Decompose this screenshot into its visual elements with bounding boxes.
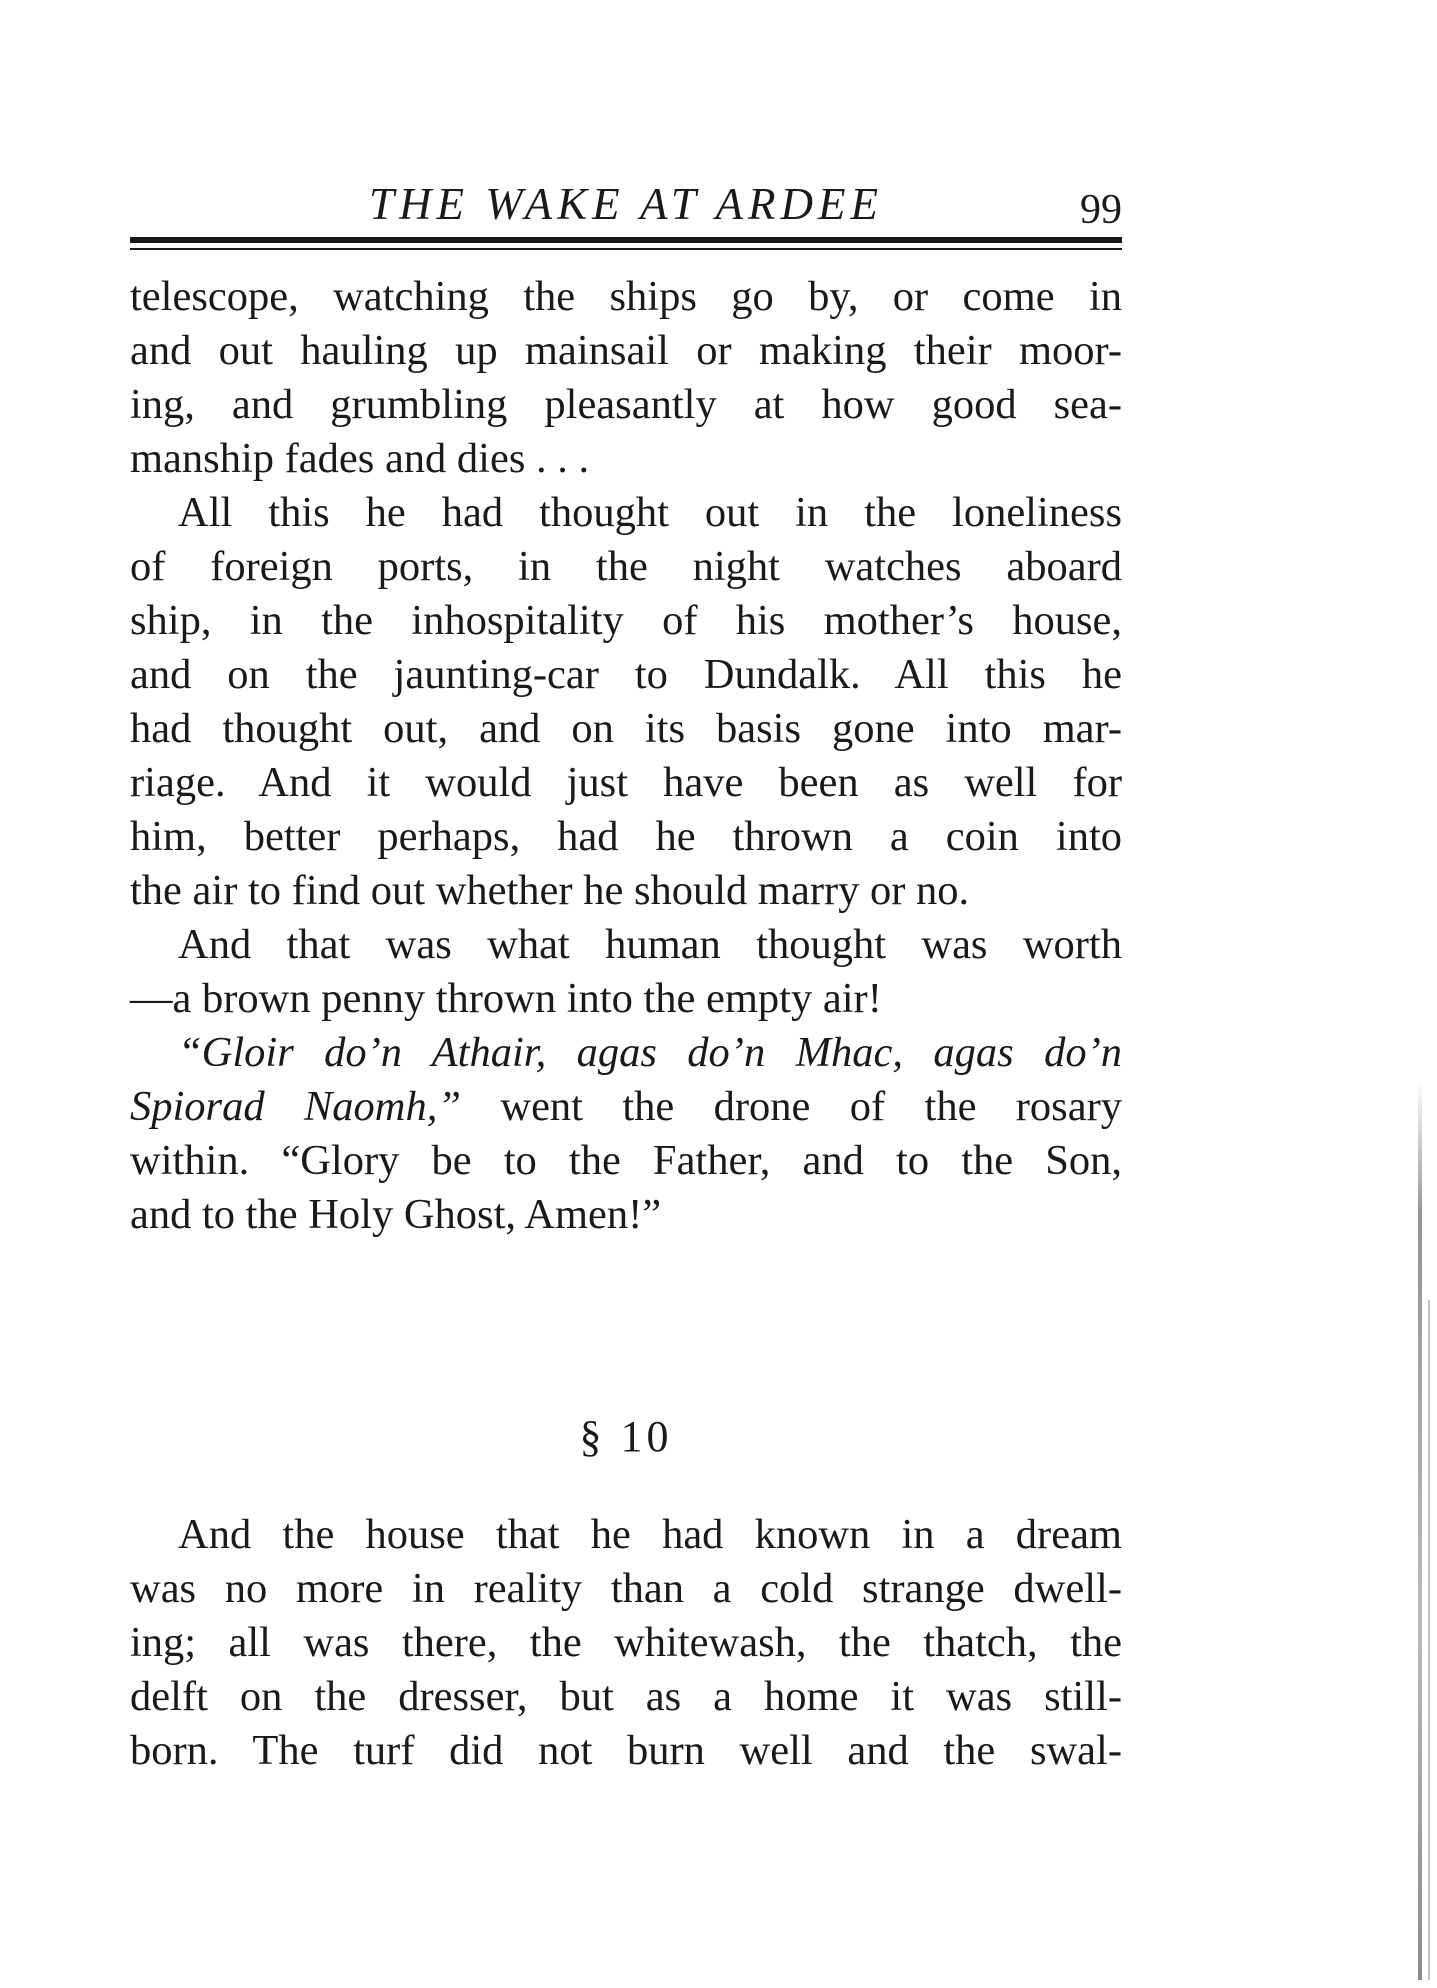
text-line: of foreign ports, in the night watches aboard [130,543,1122,590]
text-line: ing; all was there, the whitewash, the thatch, the [130,1619,1122,1666]
text-line [130,1080,1122,1134]
page-number: 99 [1080,187,1122,233]
text-line: him, better perhaps, had he thrown a coin into [130,813,1122,860]
text-line: And that was what human thought was worth [178,921,1122,968]
text-line: born. The turf did not burn well and the swal- [130,1727,1122,1774]
text-line: telescope, watching the ships go by, or come in [130,273,1122,320]
body-text [130,270,1122,1242]
text-segment: went the drone of the rosary [461,1083,1122,1130]
running-title: THE WAKE AT ARDEE [369,179,883,229]
section-heading: § 10 [579,1412,673,1461]
text-line: was no more in reality than a cold strange dwell- [130,1565,1122,1612]
text-line: and on the jaunting-car to Dundalk. All this he [130,651,1122,698]
text-line: riage. And it would just have been as well for [130,759,1122,806]
text-line: ship, in the inhospitality of his mother’s house, [130,597,1122,644]
running-head [130,174,1122,234]
text-line: ing, and grumbling pleasantly at how good sea- [130,381,1122,428]
body-text-section-10 [130,1508,1122,1778]
text-line: within. “Glory be to the Father, and to the Son, [130,1137,1122,1184]
text-line: and to the Holy Ghost, Amen!” [130,1191,662,1238]
text-line: delft on the dresser, but as a home it was still- [130,1673,1122,1720]
text-line: And the house that he had known in a dream [178,1511,1122,1558]
header-rule-thick [130,237,1122,243]
text-line: “Gloir do’n Athair, agas do’n Mhac, agas do’n [178,1029,1122,1076]
text-line: —a brown penny thrown into the empty air! [130,975,882,1022]
text-line: had thought out, and on its basis gone into mar- [130,705,1122,752]
page-edge-shadow [1428,1300,1430,1980]
text-line: and out hauling up mainsail or making their moor- [130,327,1122,374]
italic-phrase: Spiorad Naomh,” [130,1083,462,1130]
text-line: manship fades and dies . . . [130,435,590,482]
header-rule-thin [130,248,1122,250]
page-edge-shadow [1418,1080,1422,1980]
text-line: the air to find out whether he should marry or no. [130,867,970,914]
text-line: All this he had thought out in the loneliness [178,489,1122,536]
